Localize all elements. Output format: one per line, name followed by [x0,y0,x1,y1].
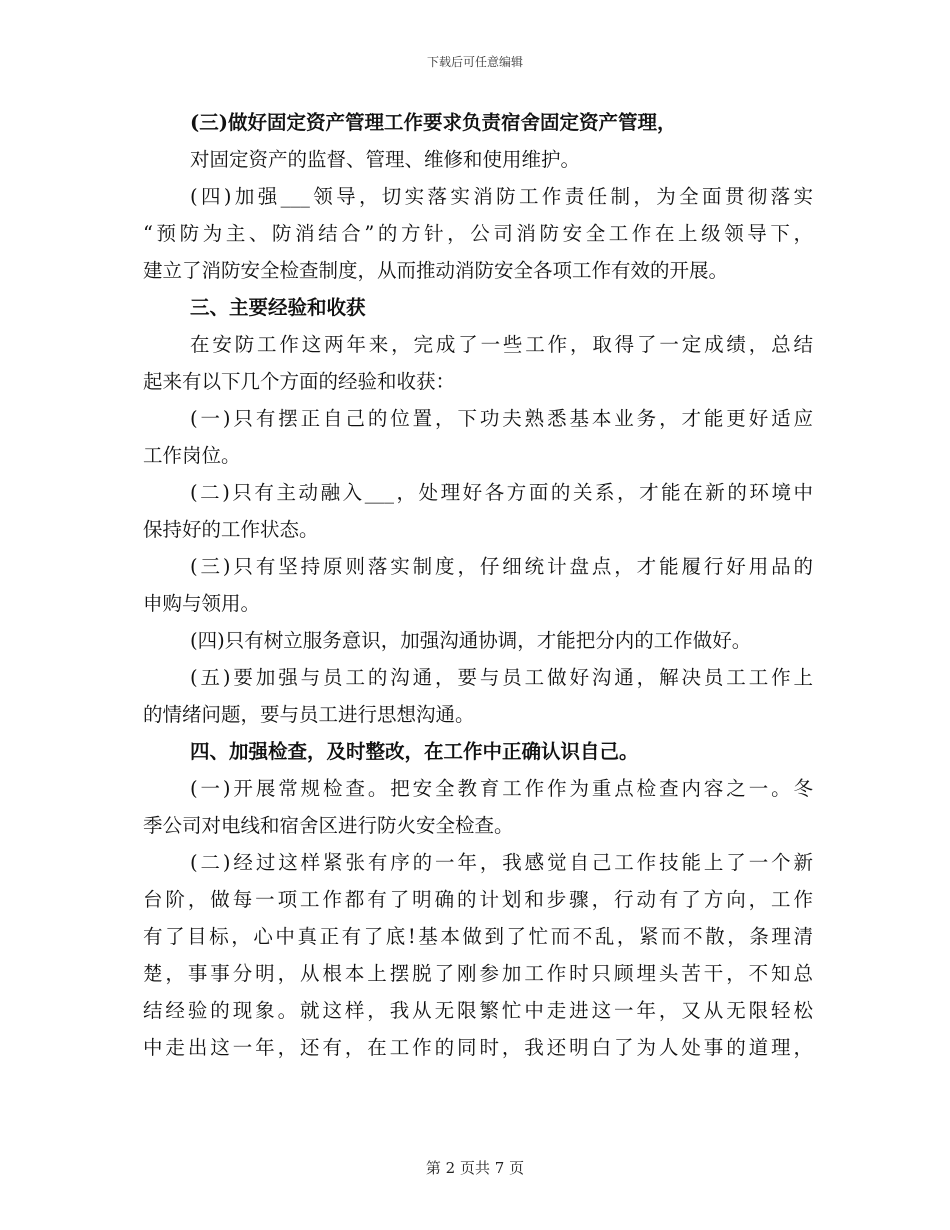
paragraph-line: (四)加强___领导，切实落实消防工作责任制，为全面贯彻落实 [190,185,813,208]
paragraph-line: (一)只有摆正自己的位置，下功夫熟悉基本业务，才能更好适应 [190,407,813,430]
paragraph-line: 的情绪问题，要与员工进行思想沟通。 [143,703,475,726]
paragraph-line: 工作岗位。 [143,444,241,467]
paragraph-line: 台阶，做每一项工作都有了明确的计划和步骤，行动有了方向，工作 [143,888,813,911]
paragraph-line: (二)只有主动融入___，处理好各方面的关系，才能在新的环境中 [190,481,813,504]
paragraph-line: 在安防工作这两年来，完成了一些工作，取得了一定成绩，总结 [190,333,813,356]
paragraph-line: 中走出这一年，还有，在工作的同时，我还明白了为人处事的道理， [143,1036,813,1059]
paragraph-line: 建立了消防安全检查制度，从而推动消防安全各项工作有效的开展。 [143,259,729,282]
document-body [143,110,813,1072]
paragraph-line: 对固定资产的监督、管理、维修和使用维护。 [190,148,581,171]
paragraph-line: 季公司对电线和宿舍区进行防火安全检查。 [143,814,514,837]
paragraph-line: (三)做好固定资产管理工作要求负责宿舍固定资产管理， [190,111,677,134]
paragraph-line: (四)只有树立服务意识，加强沟通协调，才能把分内的工作做好。 [190,629,752,652]
page-header: 下载后可任意编辑 [426,55,523,69]
page-footer: 第 2 页共 7 页 [425,1159,525,1177]
paragraph-line: (三)只有坚持原则落实制度，仔细统计盘点，才能履行好用品的 [190,555,813,578]
paragraph-line: 起来有以下几个方面的经验和收获： [143,370,456,393]
paragraph-line: “预防为主、防消结合”的方针，公司消防安全工作在上级领导下， [143,222,813,245]
section-heading: 三、主要经验和收获 [190,296,366,319]
paragraph-line: 楚，事事分明，从根本上摆脱了刚参加工作时只顾埋头苦干，不知总 [143,962,813,985]
paragraph-line: 申购与领用。 [143,592,261,615]
paragraph-line: (一)开展常规检查。把安全教育工作作为重点检查内容之一。冬 [190,777,813,800]
paragraph-line: (二)经过这样紧张有序的一年，我感觉自己工作技能上了一个新 [190,851,813,874]
paragraph-line: 保持好的工作状态。 [143,518,319,541]
paragraph-line: 有了目标，心中真正有了底!基本做到了忙而不乱，紧而不散，条理清 [143,925,813,948]
paragraph-line: 结经验的现象。就这样，我从无限繁忙中走进这一年，又从无限轻松 [143,999,813,1022]
section-heading: 四、加强检查，及时整改，在工作中正确认识自己。 [190,740,639,763]
paragraph-line: (五)要加强与员工的沟通，要与员工做好沟通，解决员工工作上 [190,666,813,689]
